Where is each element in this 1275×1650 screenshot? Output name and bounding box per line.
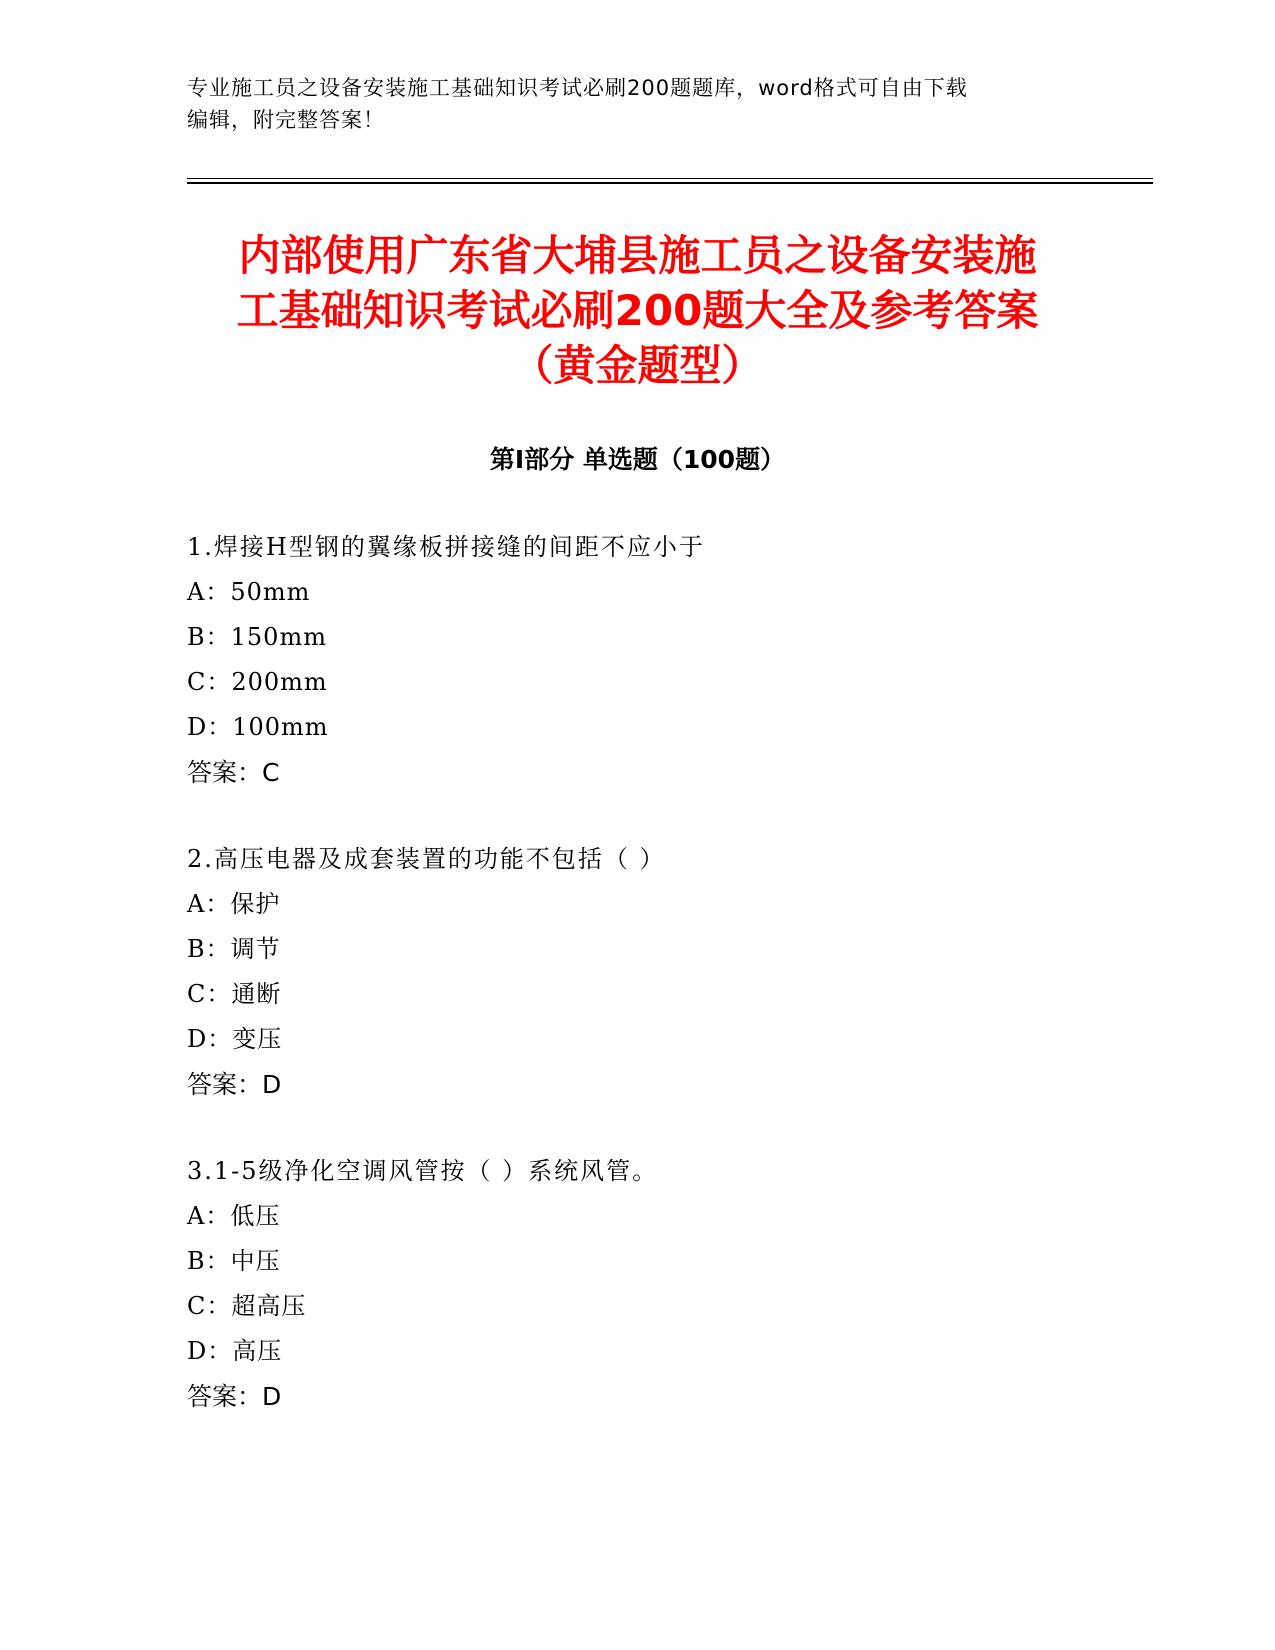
question-item xyxy=(187,1149,1137,1419)
intro-line-2: 编辑，附完整答案！ xyxy=(187,108,385,132)
question-item xyxy=(187,525,1137,795)
document-title xyxy=(160,228,1115,393)
intro-line-1: 专业施工员之设备安装施工基础知识考试必刷200题题库，word格式可自由下载 xyxy=(187,76,968,100)
section-heading: 第Ⅰ部分 单选题（100题） xyxy=(489,445,786,474)
option-d: D：变压 xyxy=(187,1025,283,1053)
answer-text: 答案：C xyxy=(187,758,280,787)
option-c: C：超高压 xyxy=(187,1292,307,1320)
option-c: C：通断 xyxy=(187,980,282,1008)
option-b: B：调节 xyxy=(187,935,281,963)
answer-text: 答案：D xyxy=(187,1070,282,1099)
question-stem: 1.焊接H型钢的翼缘板拼接缝的间距不应小于 xyxy=(187,533,705,561)
option-a: A：低压 xyxy=(187,1202,281,1230)
question-stem: 3.1-5级净化空调风管按（ ）系统风管。 xyxy=(187,1157,659,1185)
option-d: D：100mm xyxy=(187,713,329,741)
option-b: B：中压 xyxy=(187,1247,281,1275)
answer-text: 答案：D xyxy=(187,1382,282,1411)
question-list xyxy=(187,525,1137,1461)
document-intro xyxy=(187,72,1067,136)
title-line-2: 工基础知识考试必刷200题大全及参考答案 xyxy=(236,286,1039,335)
option-a: A：50mm xyxy=(187,578,311,606)
title-line-1: 内部使用广东省大埔县施工员之设备安装施 xyxy=(238,231,1037,280)
header-divider-thin xyxy=(187,178,1153,179)
option-a: A：保护 xyxy=(187,890,281,918)
option-c: C：200mm xyxy=(187,668,328,696)
title-line-3: （黄金题型） xyxy=(511,341,764,390)
question-stem: 2.高压电器及成套装置的功能不包括（ ） xyxy=(187,845,666,873)
option-b: B：150mm xyxy=(187,623,327,651)
header-divider-thick xyxy=(187,182,1153,184)
question-item xyxy=(187,837,1137,1107)
option-d: D：高压 xyxy=(187,1337,283,1365)
